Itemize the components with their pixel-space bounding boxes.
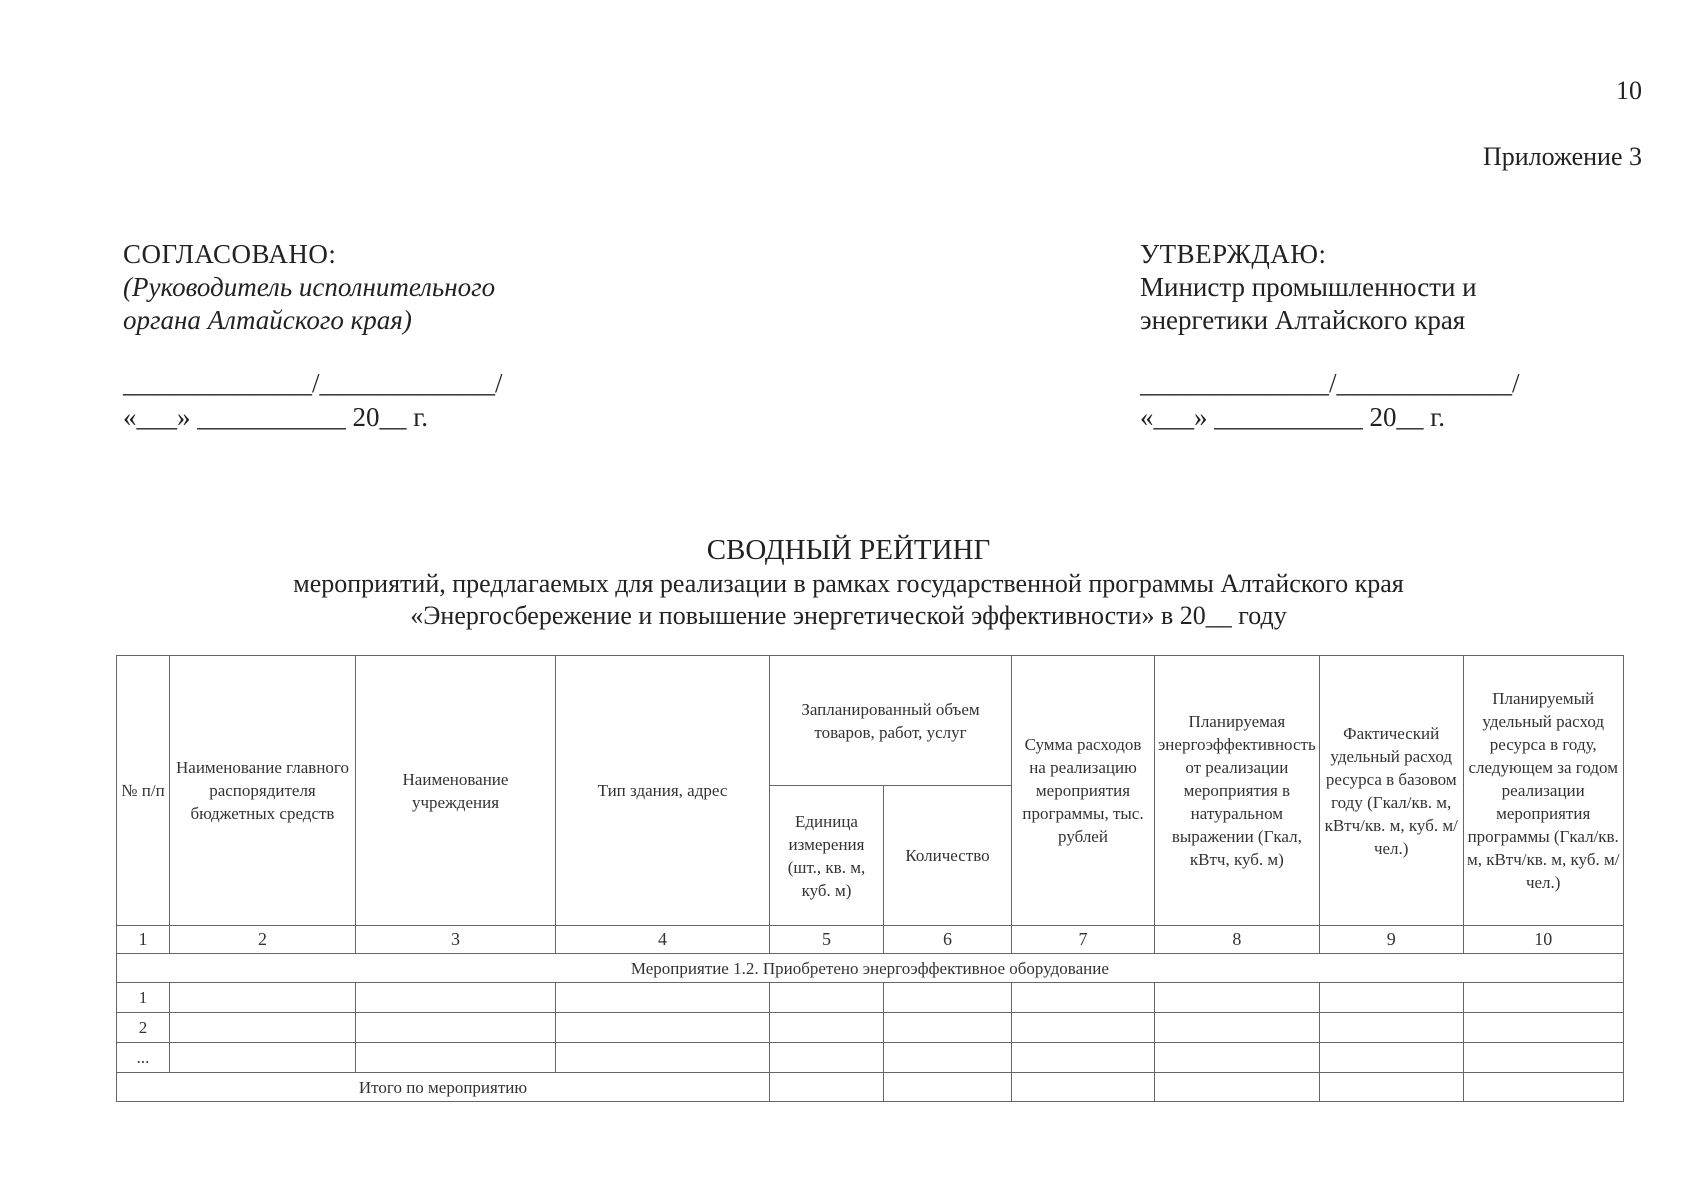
table-cell [1319,1013,1463,1043]
table-cell [1012,1013,1155,1043]
right-approval-heading: УТВЕРЖДАЮ: [1140,239,1327,269]
table-cell [1319,983,1463,1013]
column-number: 5 [770,926,884,954]
header-col-9: Фактический удельный расход ресурса в базовом году (Гкал/кв. м, кВтч/кв. м, куб. м/ чел.) [1319,656,1463,926]
document-subtitle [0,568,1697,632]
header-group-5-6: Запланированный объем товаров, работ, услуг [770,656,1012,786]
column-number-row [117,926,1624,954]
row-number: ... [117,1043,170,1073]
column-number: 3 [356,926,556,954]
table-cell [356,983,556,1013]
column-number: 1 [117,926,170,954]
row-number: 1 [117,983,170,1013]
table-cell [1319,1073,1463,1102]
header-col-6: Количество [884,786,1012,926]
table-row [117,1013,1624,1043]
table-cell [556,1013,770,1043]
column-number: 10 [1463,926,1623,954]
table-cell [770,1013,884,1043]
total-label: Итого по мероприятию [117,1073,770,1102]
table-cell [1155,1073,1320,1102]
table-cell [356,1043,556,1073]
header-row-1 [117,656,1624,786]
document-title: СВОДНЫЙ РЕЙТИНГ [706,534,991,566]
appendix-label: Приложение 3 [1482,142,1642,171]
right-approval-line2: энергетики Алтайского края [1140,305,1466,335]
left-signature-line: ______________/_____________/ [123,368,503,398]
header-col-2: Наименование главного распорядителя бюджетных средств [170,656,356,926]
table-cell [1012,1073,1155,1102]
left-approval-line1: (Руководитель исполнительного [123,272,496,302]
table-cell [170,983,356,1013]
row-number: 2 [117,1013,170,1043]
table-cell [1155,983,1320,1013]
page-number: 10 [1616,76,1642,105]
table-cell [1463,1043,1623,1073]
column-number: 9 [1319,926,1463,954]
header-col-1: № п/п [117,656,170,926]
header-col-3: Наименование учреждения [356,656,556,926]
subtitle-line2: «Энергосбережение и повышение энергетической эффективности» в 20__ году [410,601,1287,630]
column-number: 2 [170,926,356,954]
table-cell [770,1043,884,1073]
subtitle-line1: мероприятий, предлагаемых для реализации в рамках государственной программы Алтайского края [293,569,1404,598]
table-row [117,1043,1624,1073]
column-number: 6 [884,926,1012,954]
right-approval-line1: Министр промышленности и [1140,272,1477,302]
table-cell [884,983,1012,1013]
column-number: 7 [1012,926,1155,954]
table-cell [1319,1043,1463,1073]
table-cell [1155,1043,1320,1073]
table-cell [556,983,770,1013]
table-cell [170,1043,356,1073]
left-approval-block [123,238,683,337]
right-approval-block [1140,238,1660,337]
table-cell [1012,983,1155,1013]
header-col-10: Планируемый удельный расход ресурса в году, следующем за годом реализации мероприятия программы (Гкал/кв. м, кВтч/кв. м, куб. м/ чел.) [1463,656,1623,926]
table-cell [556,1043,770,1073]
table-cell [770,1073,884,1102]
table-row [117,983,1624,1013]
header-col-5: Единица измерения (шт., кв. м, куб. м) [770,786,884,926]
total-row [117,1073,1624,1102]
left-approval-line2: органа Алтайского края) [123,305,412,335]
left-approval-heading: СОГЛАСОВАНО: [123,239,337,269]
left-date-line: «___» ___________ 20__ г. [123,402,429,432]
table-cell [884,1043,1012,1073]
table-cell [884,1013,1012,1043]
header-col-8: Планируемая энергоэффективность от реализации мероприятия в натуральном выражении (Гкал, кВтч, куб. м) [1155,656,1320,926]
right-date-line: «___» ___________ 20__ г. [1140,402,1446,432]
table-cell [356,1013,556,1043]
table-cell [1463,983,1623,1013]
table-cell [170,1013,356,1043]
column-number: 8 [1155,926,1320,954]
table-cell [1012,1043,1155,1073]
header-col-7: Сумма расходов на реализацию мероприятия программы, тыс. рублей [1012,656,1155,926]
event-title-row [117,954,1624,983]
rating-table [116,655,1624,1102]
column-number: 4 [556,926,770,954]
table-cell [770,983,884,1013]
table-cell [1155,1013,1320,1043]
table-cell [1463,1073,1623,1102]
event-title: Мероприятие 1.2. Приобретено энергоэффективное оборудование [117,954,1624,983]
header-col-4: Тип здания, адрес [556,656,770,926]
right-signature-line: ______________/_____________/ [1140,368,1520,398]
table-cell [1463,1013,1623,1043]
table-cell [884,1073,1012,1102]
